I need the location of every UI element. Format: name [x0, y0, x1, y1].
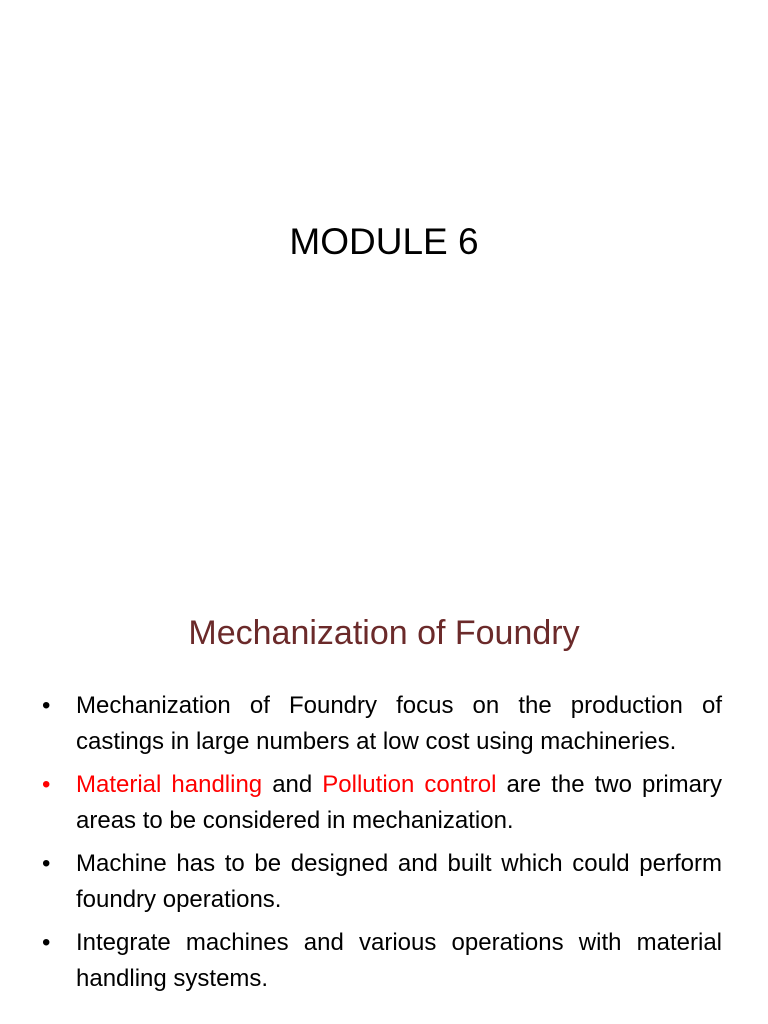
bullet-icon: • [42, 771, 51, 798]
bullet-text: Machine has to be designed and built which could perform foundry operations. [76, 850, 722, 913]
bullet-icon: • [42, 850, 51, 877]
bullet-icon: • [42, 692, 51, 719]
bullet-item [42, 846, 722, 918]
bullet-text: Integrate machines and various operations with material handling systems. [76, 929, 722, 992]
section-heading: Mechanization of Foundry [188, 614, 580, 652]
bullet-text-connector: and [262, 771, 323, 798]
bullet-text: Mechanization of Foundry focus on the production of castings in large numbers at low cost using machineries. [76, 692, 722, 755]
highlight-pollution-control: Pollution control [322, 771, 497, 798]
bullet-list [42, 688, 722, 1004]
bullet-icon: • [42, 929, 51, 956]
bullet-item [42, 688, 722, 760]
bullet-item [42, 767, 722, 839]
bullet-item [42, 925, 722, 997]
highlight-material-handling: Material handling [76, 771, 263, 798]
slide-title: MODULE 6 [289, 221, 479, 262]
bullet-text: are the two primary areas to be considered in mechanization. [76, 771, 722, 834]
